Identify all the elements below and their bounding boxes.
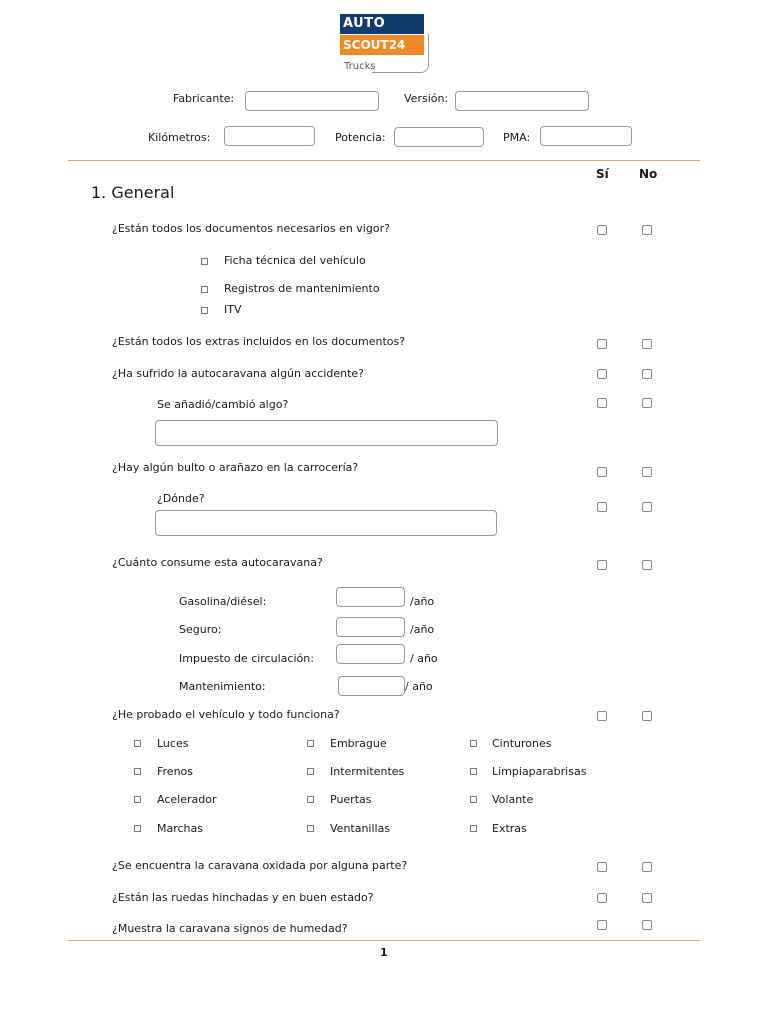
q3a-si-checkbox[interactable] — [597, 398, 607, 408]
doc-checkbox[interactable] — [201, 307, 208, 314]
question-changed: Se añadió/cambió algo? — [157, 398, 289, 411]
cost-unit: /año — [410, 623, 435, 636]
top-divider — [68, 160, 700, 161]
maintenance-cost-field[interactable] — [338, 676, 405, 696]
check-item-checkbox[interactable] — [307, 825, 314, 832]
check-item: Embrague — [330, 737, 387, 750]
check-item-checkbox[interactable] — [307, 740, 314, 747]
fabricante-label: Fabricante: — [173, 92, 235, 105]
check-item-checkbox[interactable] — [134, 740, 141, 747]
q4a-no-checkbox[interactable] — [642, 502, 652, 512]
question-where: ¿Dónde? — [157, 492, 205, 505]
question-dents: ¿Hay algún bulto o arañazo en la carrocería? — [112, 461, 359, 474]
check-item: Luces — [157, 737, 189, 750]
q8-si-checkbox[interactable] — [597, 893, 607, 903]
check-item: Cinturones — [492, 737, 552, 750]
version-field[interactable] — [455, 91, 589, 111]
check-item: Ventanillas — [330, 822, 391, 835]
pma-label: PMA: — [503, 131, 531, 144]
check-item-checkbox[interactable] — [470, 825, 477, 832]
potencia-field[interactable] — [394, 127, 484, 147]
check-item-checkbox[interactable] — [134, 825, 141, 832]
autoscout24-logo — [340, 14, 428, 74]
question-documents: ¿Están todos los documentos necesarios en vigor? — [112, 222, 390, 235]
question-rust: ¿Se encuentra la caravana oxidada por alguna parte? — [112, 859, 408, 872]
cost-unit: / año — [405, 680, 433, 693]
check-item: Puertas — [330, 793, 372, 806]
logo-scout24: SCOUT24 — [340, 35, 424, 55]
check-item: Intermitentes — [330, 765, 405, 778]
doc-item: ITV — [224, 303, 242, 316]
doc-item: Registros de mantenimiento — [224, 282, 380, 295]
q7-si-checkbox[interactable] — [597, 862, 607, 872]
check-item-checkbox[interactable] — [307, 796, 314, 803]
question-accident: ¿Ha sufrido la autocaravana algún accidente? — [112, 367, 365, 380]
question-humidity: ¿Muestra la caravana signos de humedad? — [112, 922, 348, 935]
changed-field[interactable] — [155, 420, 498, 446]
check-item: Volante — [492, 793, 534, 806]
check-item: Extras — [492, 822, 527, 835]
logo-trucks: Trucks — [344, 61, 376, 72]
q4a-si-checkbox[interactable] — [597, 502, 607, 512]
q3a-no-checkbox[interactable] — [642, 398, 652, 408]
where-field[interactable] — [155, 510, 497, 536]
fabricante-field[interactable] — [245, 91, 379, 111]
check-item-checkbox[interactable] — [470, 768, 477, 775]
q1-si-checkbox[interactable] — [597, 225, 607, 235]
q2-no-checkbox[interactable] — [642, 339, 652, 349]
q3-si-checkbox[interactable] — [597, 369, 607, 379]
q6-si-checkbox[interactable] — [597, 711, 607, 721]
cost-label: Gasolina/diésel: — [179, 595, 267, 608]
question-consumption: ¿Cuánto consume esta autocaravana? — [112, 556, 323, 569]
version-label: Versión: — [404, 92, 449, 105]
q6-no-checkbox[interactable] — [642, 711, 652, 721]
fuel-cost-field[interactable] — [336, 587, 405, 607]
kilometros-label: Kilómetros: — [148, 131, 211, 144]
doc-checkbox[interactable] — [201, 258, 208, 265]
check-item-checkbox[interactable] — [307, 768, 314, 775]
check-item-checkbox[interactable] — [134, 796, 141, 803]
doc-item: Ficha técnica del vehículo — [224, 254, 366, 267]
check-item-checkbox[interactable] — [134, 768, 141, 775]
q3-no-checkbox[interactable] — [642, 369, 652, 379]
check-item-checkbox[interactable] — [470, 740, 477, 747]
q4-si-checkbox[interactable] — [597, 467, 607, 477]
tax-cost-field[interactable] — [336, 644, 405, 664]
q2-si-checkbox[interactable] — [597, 339, 607, 349]
doc-checkbox[interactable] — [201, 286, 208, 293]
q9-no-checkbox[interactable] — [642, 920, 652, 930]
q4-no-checkbox[interactable] — [642, 467, 652, 477]
cost-unit: / año — [410, 652, 438, 665]
q9-si-checkbox[interactable] — [597, 920, 607, 930]
cost-unit: /año — [410, 595, 435, 608]
question-extras: ¿Están todos los extras incluidos en los documentos? — [112, 335, 406, 348]
kilometros-field[interactable] — [224, 126, 315, 146]
si-column-header: Sí — [596, 167, 609, 181]
check-item: Limpiaparabrisas — [492, 765, 587, 778]
cost-label: Seguro: — [179, 623, 222, 636]
q7-no-checkbox[interactable] — [642, 862, 652, 872]
question-tested: ¿He probado el vehículo y todo funciona? — [112, 708, 340, 721]
no-column-header: No — [639, 167, 658, 181]
bottom-divider — [68, 940, 700, 941]
q1-no-checkbox[interactable] — [642, 225, 652, 235]
check-item: Marchas — [157, 822, 204, 835]
logo-auto: AUTO — [340, 14, 424, 34]
q5-no-checkbox[interactable] — [642, 560, 652, 570]
question-tires: ¿Están las ruedas hinchadas y en buen estado? — [112, 891, 374, 904]
q5-si-checkbox[interactable] — [597, 560, 607, 570]
check-item-checkbox[interactable] — [470, 796, 477, 803]
cost-label: Mantenimiento: — [179, 680, 266, 693]
check-item: Acelerador — [157, 793, 217, 806]
check-item: Frenos — [157, 765, 194, 778]
page-number: 1 — [380, 946, 388, 959]
section-title: 1. General — [91, 183, 175, 202]
potencia-label: Potencia: — [335, 131, 386, 144]
pma-field[interactable] — [540, 126, 632, 146]
cost-label: Impuesto de circulación: — [179, 652, 314, 665]
q8-no-checkbox[interactable] — [642, 893, 652, 903]
insurance-cost-field[interactable] — [336, 617, 405, 637]
